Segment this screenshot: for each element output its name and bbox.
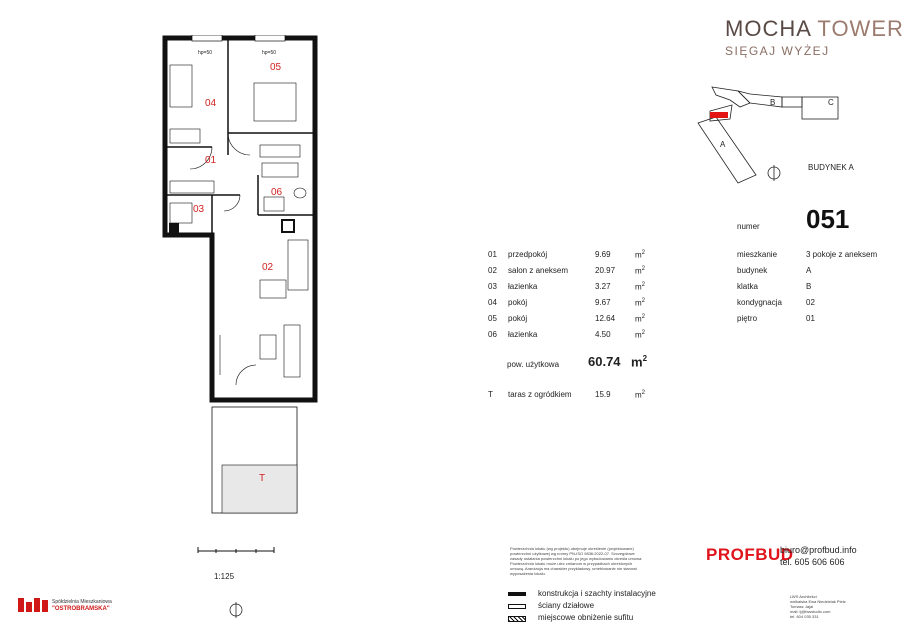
plan-label-02: 02: [262, 262, 274, 273]
architect-line: wnikalska Ewa Niedzielak Pietz: [790, 599, 846, 604]
room-unit: $m^2$: [635, 314, 646, 324]
room-row: [488, 298, 658, 310]
room-area: 12.64: [595, 314, 616, 323]
room-row: [488, 314, 658, 326]
terrace-area: 15.9: [595, 390, 611, 399]
room-name: łazienka: [508, 330, 538, 339]
brand-title: [725, 16, 904, 42]
shower-06: [264, 197, 284, 211]
usable-unit: $m^2$: [631, 354, 648, 370]
door-03: [224, 195, 240, 211]
compass-icon: [228, 600, 244, 620]
disclaimer-line: Powierzchnia lokalu (wg projektu) obejmuje określenie (projektowane): [510, 546, 634, 551]
legend-label-ceiling: miejscowe obniżenie sufitu: [538, 613, 634, 622]
architect-line: Tomasz Jajal: [790, 604, 814, 609]
site-label-c: C: [828, 98, 834, 107]
room-no: 04: [488, 298, 497, 307]
site-highlight: [710, 112, 728, 118]
developer-line1: Spółdzielnia Mieszkaniowa: [52, 599, 112, 605]
detail-label: piętro: [737, 314, 758, 323]
detail-value: B: [806, 282, 812, 291]
coffee-table: [260, 335, 276, 359]
legend-swatch-walls: [508, 604, 526, 609]
site-wing-b: [738, 91, 782, 107]
room-unit: $m^2$: [635, 266, 646, 276]
terrace-unit: $m^2$: [635, 390, 646, 400]
number-label: numer: [737, 222, 760, 231]
profbud-logo: PROFBUD: [706, 545, 794, 564]
detail-label: kondygnacja: [737, 298, 782, 307]
room-area: 9.69: [595, 250, 611, 259]
room-name: łazienka: [508, 282, 538, 291]
shaft: [282, 220, 294, 232]
room-name: salon z aneksem: [508, 266, 569, 275]
contact-email[interactable]: biuro@profbud.info: [780, 545, 857, 555]
room-no: 05: [488, 314, 497, 323]
plan-label-03: 03: [193, 204, 205, 215]
plan-label-06: 06: [271, 187, 283, 198]
room-unit: $m^2$: [635, 298, 646, 308]
window-room4: [192, 35, 222, 41]
wardrobe-hall: [170, 181, 214, 193]
site-label-b: B: [770, 98, 776, 107]
window-label-1: hp=50: [198, 50, 213, 56]
terrace-no: T: [488, 390, 493, 399]
room-no: 06: [488, 330, 497, 339]
architect-info: [790, 594, 890, 619]
floor-plan: [160, 35, 320, 525]
disclaimer-line: Powierzchnia lokalu może ulec zmianom w przypadkach określonych: [510, 561, 633, 566]
window-label-2: hp=50: [262, 50, 277, 56]
legend-swatch-ceiling: [508, 616, 526, 622]
plan-label-t: T: [259, 473, 266, 484]
room-row: [488, 266, 658, 278]
site-link: [782, 97, 802, 107]
room-no: 01: [488, 250, 497, 259]
brand-title-a: MOCHA: [725, 16, 811, 41]
room-area: 20.97: [595, 266, 616, 275]
sofa: [284, 325, 300, 377]
room-unit: $m^2$: [635, 250, 646, 260]
room-unit: $m^2$: [635, 282, 646, 292]
detail-value: A: [806, 266, 812, 275]
disclaimer-line: umową. Aranżacja ma charakter przykładowy, umeblowanie nie stanowi: [510, 566, 637, 571]
room-row: [488, 250, 658, 262]
door-05: [228, 133, 250, 155]
detail-row: [737, 298, 897, 310]
window-room5: [255, 35, 285, 41]
detail-value: 3 pokoje z aneksem: [806, 250, 878, 259]
legend-swatch-construction: [508, 592, 526, 596]
architect-line: mail: lj@lwsstudio.com: [790, 609, 831, 614]
room-name: pokój: [508, 314, 528, 323]
detail-row: [737, 282, 897, 294]
disclaimer-line: powierzchni użytkowej wg normy PN-ISO 9836:2022-07. Szczegółowe: [510, 551, 635, 556]
disclaimer-line: wyposażenia lokalu.: [510, 571, 546, 576]
detail-value: 01: [806, 314, 815, 323]
detail-label: klatka: [737, 282, 758, 291]
detail-row: [737, 250, 897, 262]
room-name: pokój: [508, 298, 528, 307]
number-value: 051: [806, 204, 850, 234]
ostrobramska-logo-icon: [18, 598, 50, 612]
detail-label: budynek: [737, 266, 768, 275]
architect-line: LWS Architekci: [790, 594, 817, 599]
site-building-a: [698, 117, 756, 183]
shower-03: [170, 203, 192, 223]
plan-label-01: 01: [205, 155, 217, 166]
bath-06: [262, 163, 298, 177]
site-plan: [690, 85, 890, 185]
room-row: [488, 282, 658, 294]
brand-title-b: TOWER: [817, 16, 904, 41]
disclaimer: [510, 546, 660, 576]
room-name: przedpokój: [508, 250, 548, 259]
disclaimer-line: zasady ustalania powierzchni lokalu po jego wybudowaniu określa umowa.: [510, 556, 643, 561]
architect-line: tel. 604 035 331: [790, 614, 819, 619]
wardrobe-room4: [170, 129, 200, 143]
brand-subtitle: SIĘGAJ WYŻEJ: [725, 44, 830, 58]
contact-phone[interactable]: tel. 605 606 606: [780, 557, 845, 567]
detail-row: [737, 266, 897, 278]
room-area: 4.50: [595, 330, 611, 339]
shaft-small: [169, 223, 179, 233]
room-row: [488, 330, 658, 342]
plan-label-04: 04: [205, 98, 217, 109]
developer-line2: "OSTROBRAMSKA": [52, 606, 110, 612]
detail-value: 02: [806, 298, 815, 307]
usable-value: 60.74: [588, 354, 621, 369]
toilet-06: [294, 188, 306, 198]
room-area: 3.27: [595, 282, 611, 291]
site-caption: BUDYNEK A: [808, 163, 854, 172]
door-entry: [236, 365, 256, 385]
site-label-a: A: [720, 140, 726, 149]
room-no: 03: [488, 282, 497, 291]
scale-label: 1:125: [214, 572, 235, 581]
room-area: 9.67: [595, 298, 611, 307]
legend-label-walls: ściany działowe: [538, 601, 595, 610]
plan-label-05: 05: [270, 62, 282, 73]
usable-label: pow. użytkowa: [507, 360, 560, 369]
legend-label-construction: konstrukcja i szachty instalacyjne: [538, 589, 656, 598]
scale-bar: [196, 545, 276, 557]
bathtub: [260, 145, 300, 157]
dining-table: [260, 280, 286, 298]
terrace-name: taras z ogródkiem: [508, 390, 572, 399]
bed-room4: [170, 65, 192, 107]
detail-row: [737, 314, 897, 326]
bed-room5: [254, 83, 296, 121]
room-no: 02: [488, 266, 497, 275]
kitchen-counter: [288, 240, 308, 290]
room-unit: $m^2$: [635, 330, 646, 340]
detail-label: mieszkanie: [737, 250, 778, 259]
